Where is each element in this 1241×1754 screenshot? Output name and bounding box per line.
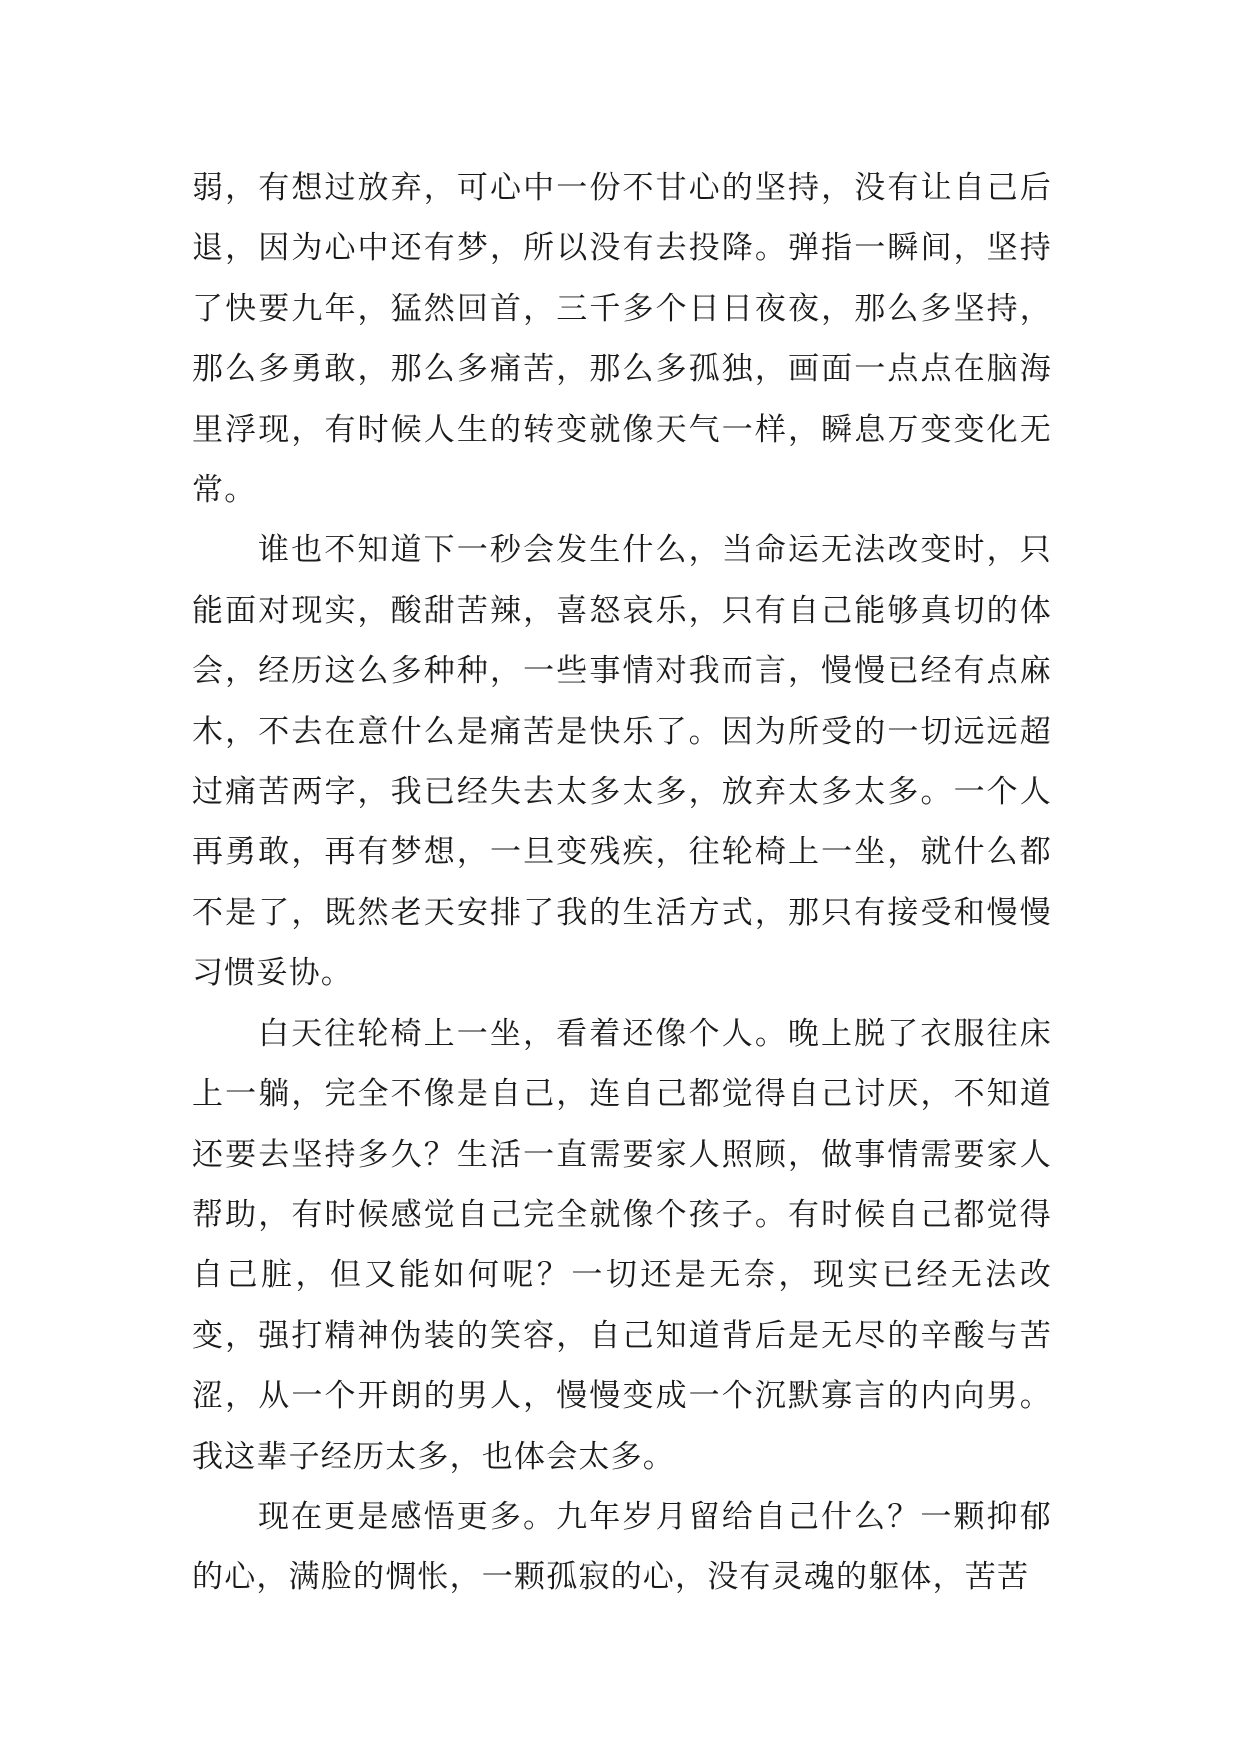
document-body	[192, 158, 1052, 1608]
paragraph-1: 弱，有想过放弃，可心中一份不甘心的坚持，没有让自己后退，因为心中还有梦，所以没有去投降。弹指一瞬间，坚持了快要九年，猛然回首，三千多个日日夜夜，那么多坚持，那么多勇敢，那么多痛苦，那么多孤独，画面一点点在脑海里浮现，有时候人生的转变就像天气一样，瞬息万变变化无常。	[192, 170, 1052, 509]
paragraph-4: 现在更是感悟更多。九年岁月留给自己什么？一颗抑郁的心，满脸的惆怅，一颗孤寂的心，没有灵魂的躯体，苦苦	[192, 1498, 1052, 1596]
paragraph-2: 谁也不知道下一秒会发生什么，当命运无法改变时，只能面对现实，酸甜苦辣，喜怒哀乐，只有自己能够真切的体会，经历这么多种种，一些事情对我而言，慢慢已经有点麻木，不去在意什么是痛苦是快乐了。因为所受的一切远远超过痛苦两字，我已经失去太多太多，放弃太多太多。一个人再勇敢，再有梦想，一旦变残疾，往轮椅上一坐，就什么都不是了，既然老天安排了我的生活方式，那只有接受和慢慢习惯妥协。	[192, 532, 1052, 992]
paragraph-3: 白天往轮椅上一坐，看着还像个人。晚上脱了衣服往床上一躺，完全不像是自己，连自己都觉得自己讨厌，不知道还要去坚持多久？生活一直需要家人照顾，做事情需要家人帮助，有时候感觉自己完全就像个孩子。有时候自己都觉得自己脏，但又能如何呢？一切还是无奈，现实已经无法改变，强打精神伪装的笑容，自己知道背后是无尽的辛酸与苦涩，从一个开朗的男人，慢慢变成一个沉默寡言的内向男。我这辈子经历太多，也体会太多。	[192, 1015, 1052, 1475]
